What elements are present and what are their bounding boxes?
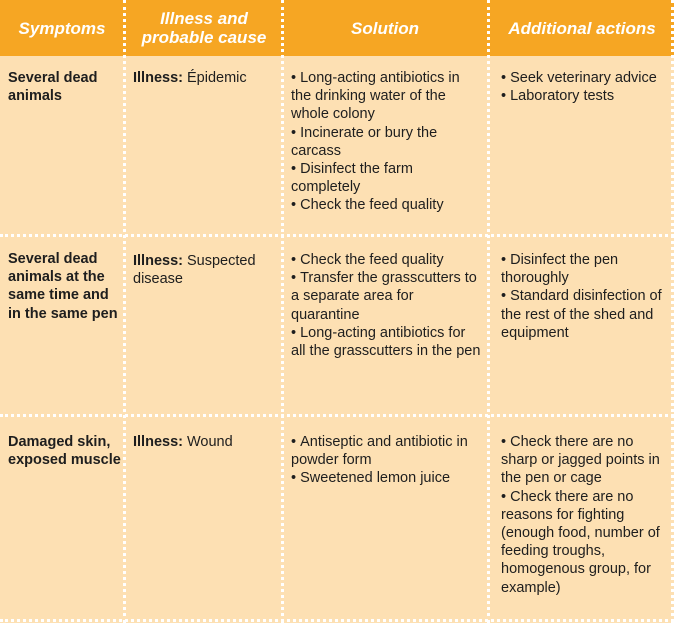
solution-item: • Check the feed quality [291, 251, 483, 269]
illness-label: Illness: [133, 434, 183, 450]
column-divider [487, 0, 490, 623]
action-item: • Disinfect the pen thoroughly [501, 251, 667, 287]
illness-cell [133, 69, 277, 87]
illness-label: Illness: [133, 70, 183, 86]
solution-item: • Long-acting antibiotics for all the grasscutters in the pen [291, 324, 483, 360]
header-illness: Illness and probable cause [141, 9, 267, 47]
solution-cell [291, 69, 481, 215]
header-solution: Solution [351, 18, 419, 38]
symptoms-cell: Several dead animals [8, 70, 98, 105]
header-actions: Additional actions [508, 18, 656, 38]
solution-item: • Antiseptic and antibiotic in powder form [291, 433, 483, 469]
solution-item: • Transfer the grasscutters to a separate area for quarantine [291, 269, 483, 324]
column-divider [123, 0, 126, 623]
action-item: • Standard disinfection of the rest of the shed and equipment [501, 287, 667, 342]
solution-item: • Long-acting antibiotics in the drinking water of the whole colony [291, 69, 481, 124]
row-divider [0, 414, 674, 417]
symptoms-cell: Damaged skin, exposed muscle [8, 434, 121, 469]
illness-value: Épidemic [187, 70, 247, 86]
header-symptoms: Symptoms [18, 18, 106, 38]
solution-cell [291, 433, 483, 488]
solution-item: • Check the feed quality [291, 196, 481, 214]
illness-value: Wound [187, 434, 233, 450]
row-divider [0, 619, 674, 622]
solution-item: • Incinerate or bury the carcass [291, 124, 481, 160]
action-item: • Check there are no reasons for fighting (enough food, number of feeding troughs, homogenous group, for example) [501, 488, 667, 597]
action-item: • Laboratory tests [501, 87, 667, 105]
action-item: • Seek veterinary advice [501, 69, 667, 87]
actions-cell [501, 251, 667, 342]
solution-item: • Disinfect the farm completely [291, 160, 481, 196]
row-divider [0, 234, 674, 237]
column-divider [281, 0, 284, 623]
solution-item: • Sweetened lemon juice [291, 469, 483, 487]
illness-value: Suspected disease [133, 253, 256, 288]
actions-cell [501, 69, 667, 105]
solution-cell [291, 251, 483, 360]
symptoms-cell: Several dead animals at the same time and in the same pen [8, 251, 118, 322]
action-item: • Check there are no sharp or jagged points in the pen or cage [501, 433, 667, 488]
actions-cell [501, 433, 667, 597]
illness-cell [133, 433, 277, 451]
illness-label: Illness: [133, 253, 183, 269]
illness-cell [133, 252, 277, 288]
